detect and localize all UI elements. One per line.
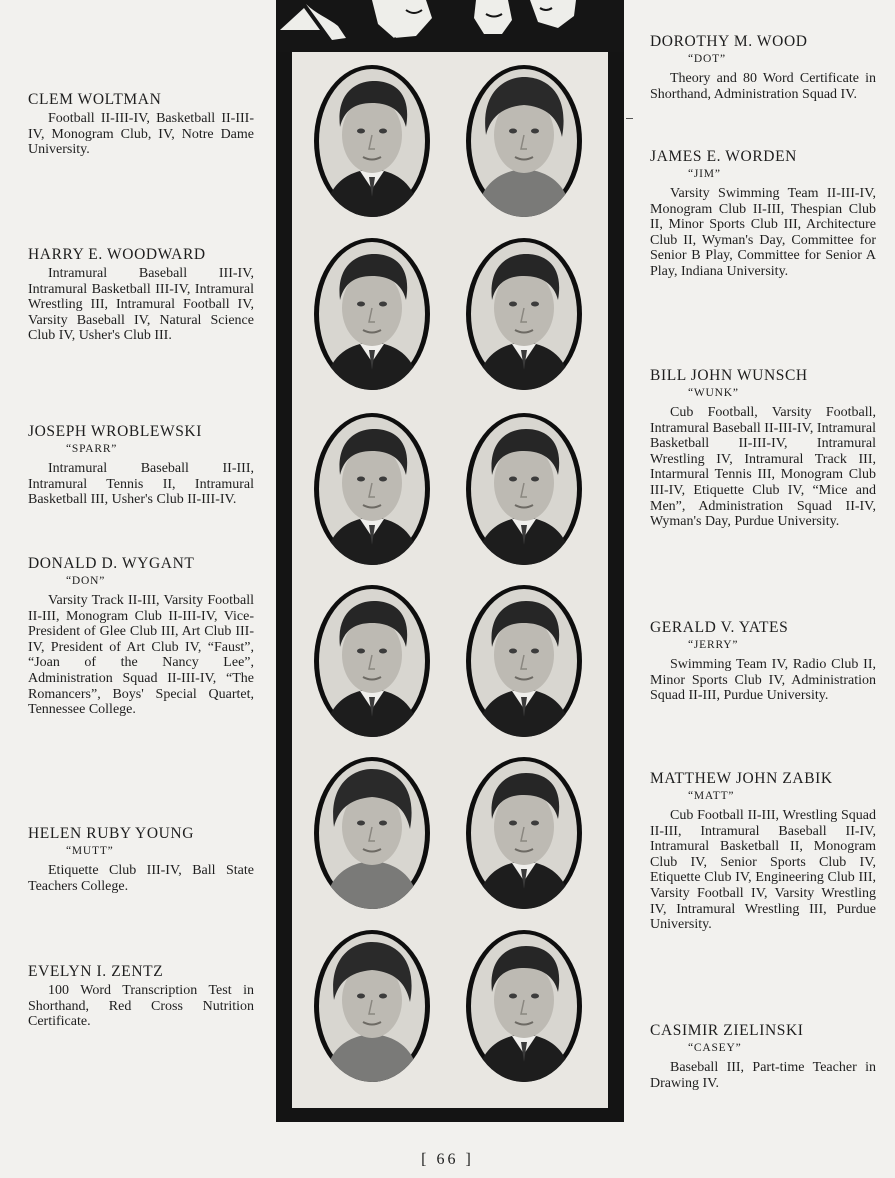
senior-entry [650,367,876,530]
student-activities: 100 Word Transcription Test in Shorthand, Red Cross Nutrition Certificate. [28,983,254,1030]
student-activities: Intramural Baseball II-III, Intramural Tennis II, Intramural Basketball III, Usher's Club II-III-IV. [28,461,254,508]
senior-entry [28,246,254,344]
student-activities: Theory and 80 Word Certificate in Shorthand, Administration Squad IV. [650,71,876,102]
portrait-photo [314,238,430,390]
student-activities: Varsity Swimming Team II-III-IV, Monogram Club II-III, Thespian Club II, Minor Sports Club III, Architecture Club II, Wyman's Day, Committee for Senior B Play, Committee for Senior A Play, Indiana University. [650,186,876,279]
student-nickname: “WUNK” [688,387,739,399]
portrait-panel [276,0,624,1122]
senior-entry [28,825,254,894]
portrait-photo [314,65,430,217]
student-activities: Cub Football II-III, Wrestling Squad II-III, Intramural Baseball II-IV, Intramural Basketball II, Monogram Club IV, Senior Sports Club IV, Etiquette Club IV, Engineering Club III, Varsity Football IV, Varsity Wrestling IV, Intramural Wrestling III, Purdue University. [650,808,876,933]
portrait-photo [314,585,430,737]
student-name: CLEM WOLTMAN [28,91,162,108]
student-name: DOROTHY M. WOOD [650,33,808,50]
senior-entry [650,1022,876,1091]
senior-entry [28,423,254,508]
student-nickname: “MUTT” [66,845,114,857]
portrait-photo [466,930,582,1082]
portrait-photo [466,65,582,217]
student-nickname: “JERRY” [688,639,739,651]
student-name: BILL JOHN WUNSCH [650,367,808,384]
senior-entry [28,91,254,158]
student-name: DONALD D. WYGANT [28,555,195,572]
student-name: JAMES E. WORDEN [650,148,797,165]
portrait-photo [466,757,582,909]
student-nickname: “CASEY” [688,1042,742,1054]
header-illustration [276,0,624,52]
student-activities: Varsity Track II-III, Varsity Football II-III, Monogram Club II-III-IV, Vice-President of Glee Club III, Art Club III-IV, President of Art Club IV, “Faust”, “Joan of the Nancy Lee”, Administration Squad II-III-IV, “The Romancers”, Boys' Special Quartet, Tennessee College. [28,593,254,718]
student-nickname: “DOT” [688,53,726,65]
portrait-photo [314,757,430,909]
senior-entry [650,33,876,102]
student-name: MATTHEW JOHN ZABIK [650,770,833,787]
portrait-photo [466,585,582,737]
senior-entry [28,963,254,1030]
senior-entry [650,148,876,280]
student-name: GERALD V. YATES [650,619,789,636]
student-activities: Football II-III-IV, Basketball II-III-IV, Monogram Club, IV, Notre Dame University. [28,111,254,158]
student-name: JOSEPH WROBLEWSKI [28,423,202,440]
student-activities: Intramural Baseball III-IV, Intramural Basketball III-IV, Intramural Wrestling III, Intramural Football IV, Varsity Baseball IV, Natural Science Club IV, Usher's Club III. [28,266,254,344]
portrait-photo [466,413,582,565]
student-nickname: “MATT” [688,790,735,802]
student-name: HARRY E. WOODWARD [28,246,206,263]
student-nickname: “JIM” [688,168,721,180]
student-name: CASIMIR ZIELINSKI [650,1022,804,1039]
student-name: HELEN RUBY YOUNG [28,825,195,842]
page-number: [ 66 ] [421,1151,474,1168]
portrait-photo [314,930,430,1082]
student-activities: Baseball III, Part-time Teacher in Drawing IV. [650,1060,876,1091]
portrait-photo [466,238,582,390]
student-nickname: “DON” [66,575,106,587]
student-activities: Swimming Team IV, Radio Club II, Minor Sports Club IV, Administration Squad II-III, Purdue University. [650,657,876,704]
student-nickname: “SPARR” [66,443,118,455]
student-activities: Cub Football, Varsity Football, Intramural Baseball II-III-IV, Intramural Basketball II-III-IV, Intramural Wrestling IV, Intramural Track III, Intarmural Tennis III, Monogram Club III-IV, Etiquette Club IV, “Mice and Men”, Administration Squad II-IV, Wyman's Day, Purdue University. [650,405,876,530]
student-name: EVELYN I. ZENTZ [28,963,164,980]
senior-entry [28,555,254,718]
portrait-photo [314,413,430,565]
stray-mark [626,118,633,119]
senior-entry [650,619,876,704]
student-activities: Etiquette Club III-IV, Ball State Teachers College. [28,863,254,894]
senior-entry [650,770,876,933]
